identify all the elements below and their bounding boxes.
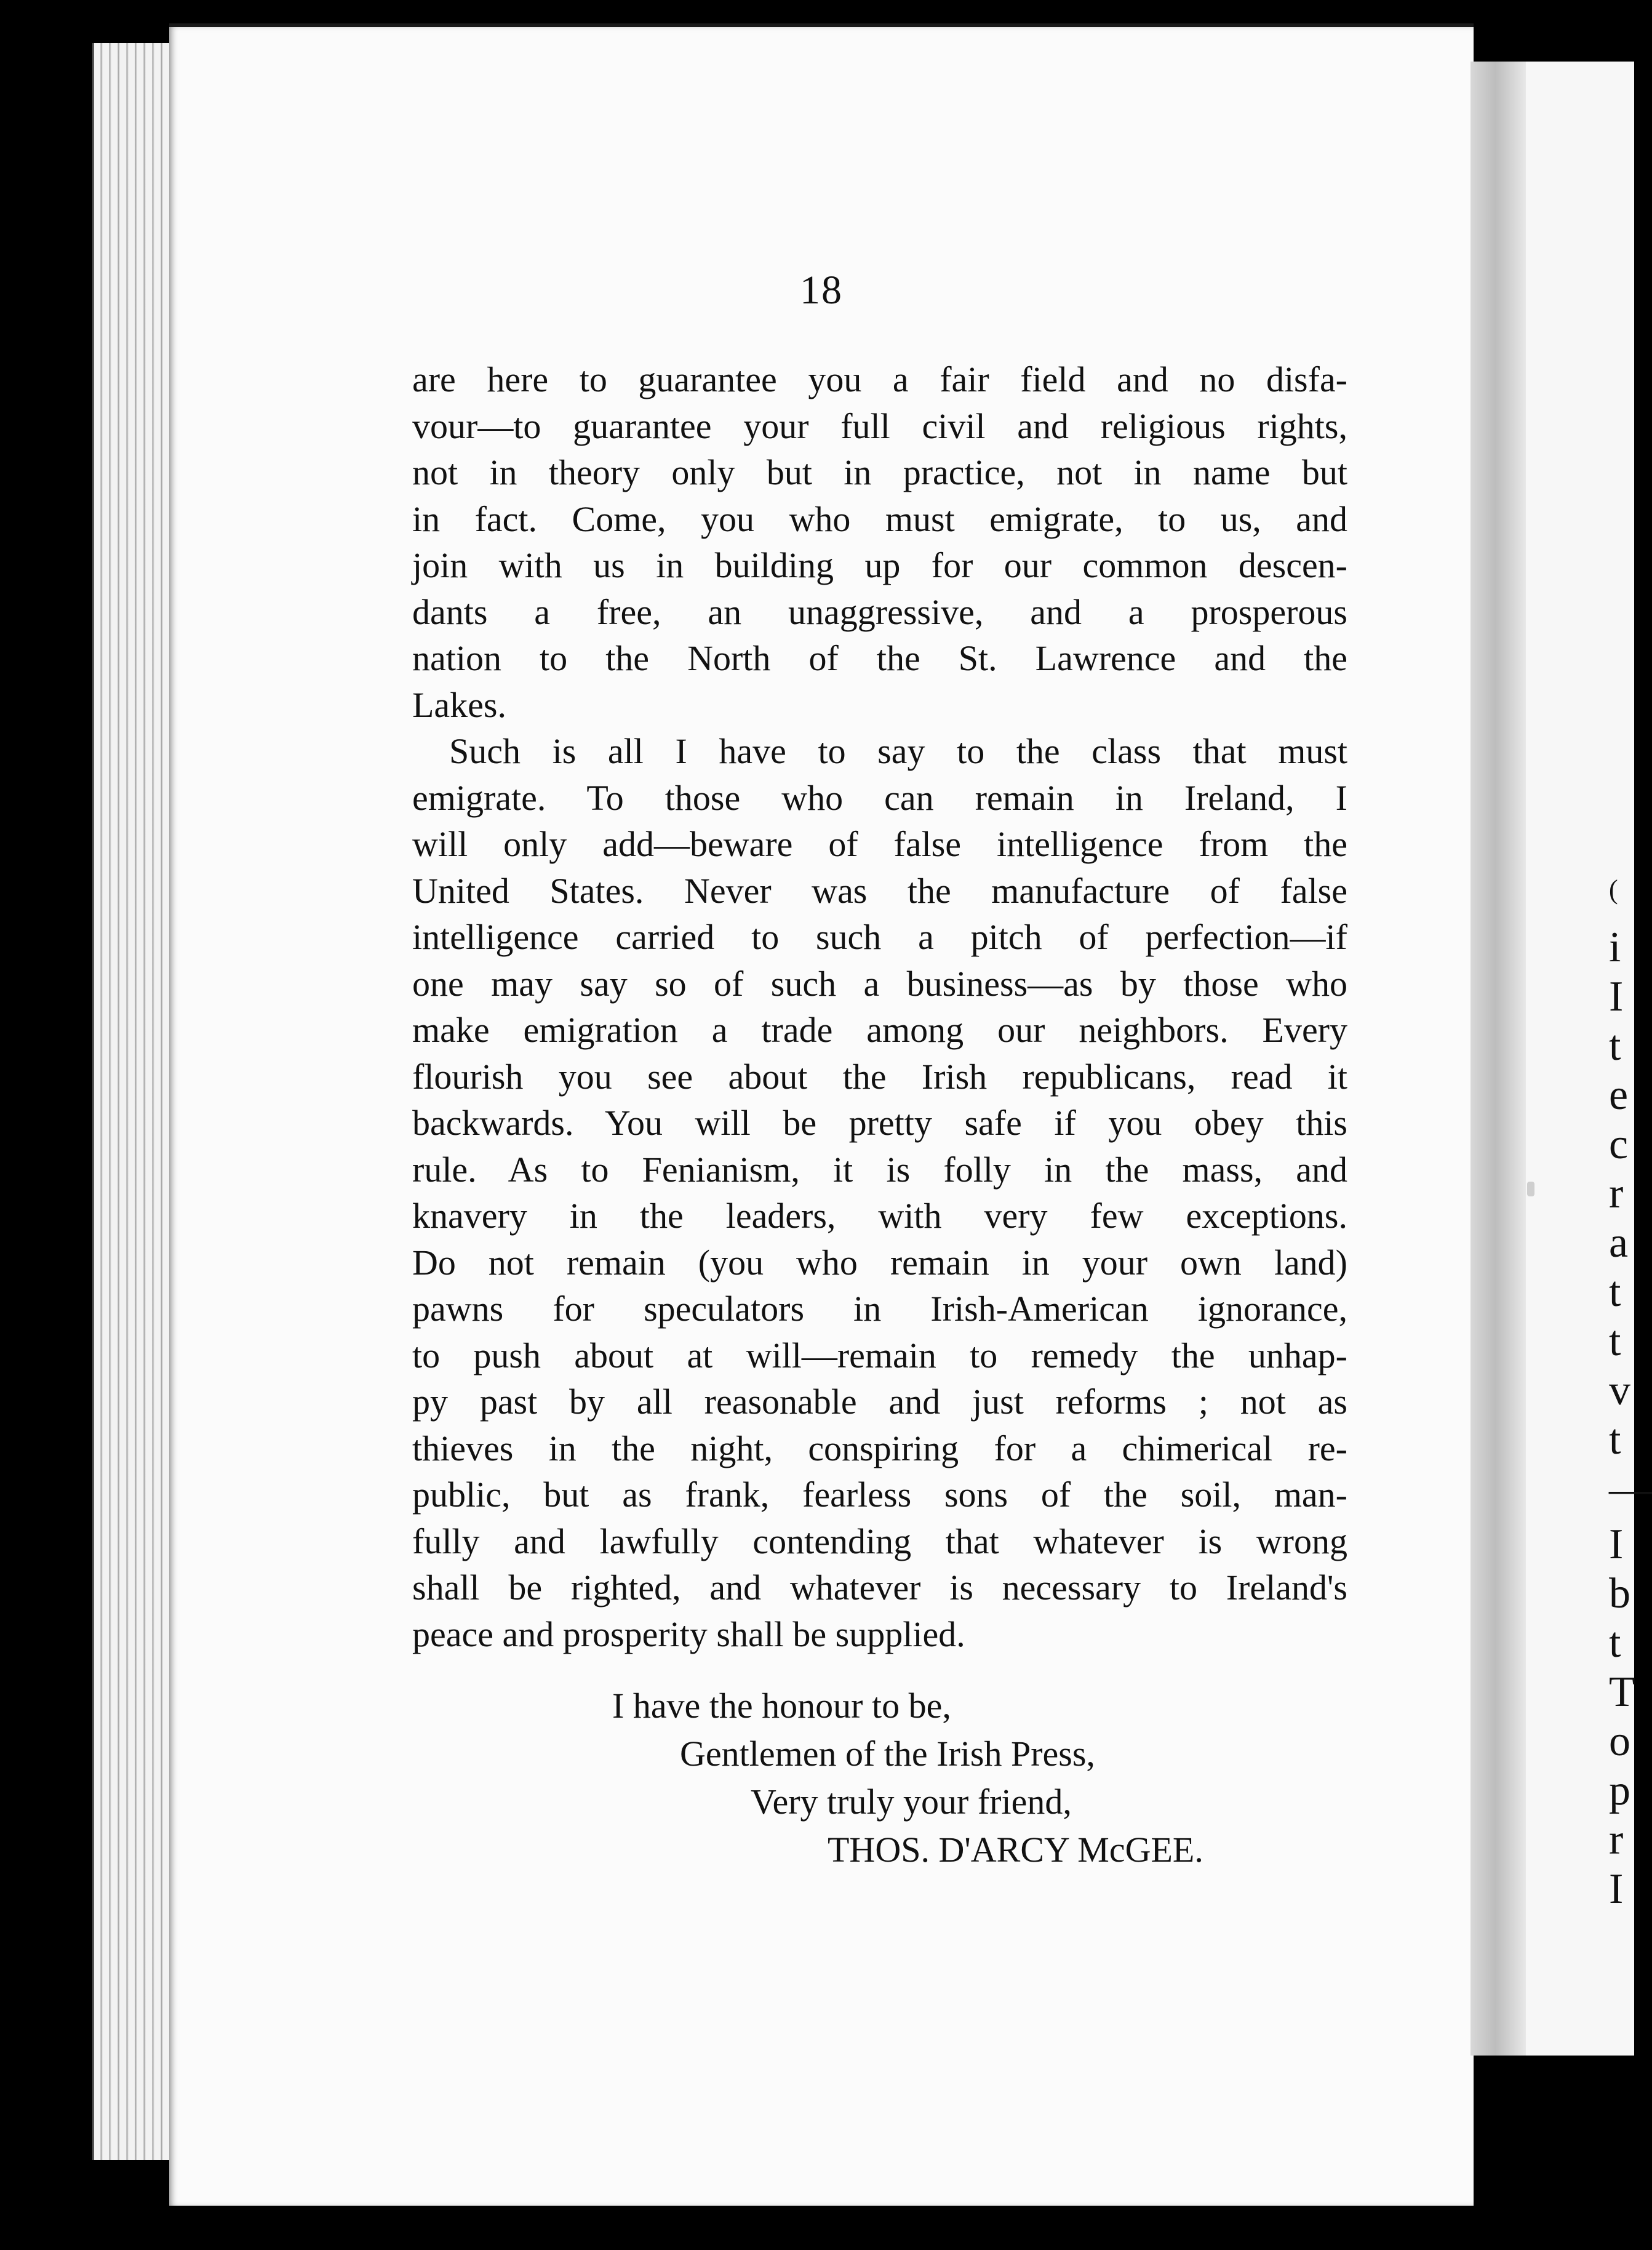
text-line: dants a free, an unaggressive, and a prosperous bbox=[412, 591, 1347, 632]
text-line: flourish you see about the Irish republicans, read it bbox=[412, 1056, 1347, 1097]
text-line: nation to the North of the St. Lawrence and the bbox=[412, 638, 1347, 678]
text-line: py past by all reasonable and just reforms ; not as bbox=[412, 1382, 1347, 1422]
adjacent-page-fragment bbox=[1526, 62, 1652, 2056]
fragment-char: t bbox=[1609, 1268, 1621, 1316]
text-line: emigrate. To those who can remain in Ireland, I bbox=[412, 777, 1347, 818]
text-line: intelligence carried to such a pitch of perfection—if bbox=[412, 917, 1347, 957]
fragment-char: I bbox=[1609, 1865, 1624, 1913]
fragment-char: t bbox=[1609, 1022, 1621, 1070]
fragment-char: b bbox=[1609, 1570, 1630, 1617]
text-line: peace and prosperity shall be supplied. bbox=[412, 1614, 965, 1654]
page-gutter bbox=[1470, 62, 1526, 2056]
fragment-char: t bbox=[1609, 1416, 1621, 1463]
text-line: thieves in the night, conspiring for a chimerical re- bbox=[412, 1428, 1347, 1468]
fragment-char: — bbox=[1609, 1465, 1652, 1513]
fragment-char: ( bbox=[1609, 875, 1618, 905]
fragment-char: c bbox=[1609, 1121, 1629, 1168]
signature: THOS. D'ARCY McGEE. bbox=[828, 1830, 1203, 1870]
fragment-char: r bbox=[1609, 1816, 1624, 1864]
text-line: backwards. You will be pretty safe if you obey this bbox=[412, 1103, 1347, 1143]
text-line: Do not remain (you who remain in your own land) bbox=[412, 1242, 1347, 1283]
text-line: one may say so of such a business—as by those who bbox=[412, 963, 1347, 1004]
text-line: vour—to guarantee your full civil and religious rights, bbox=[412, 406, 1347, 446]
fragment-char: v bbox=[1609, 1367, 1630, 1414]
page-number: 18 bbox=[800, 268, 843, 313]
text-line: shall be righted, and whatever is necessary to Ireland's bbox=[412, 1567, 1347, 1607]
fragment-char: t bbox=[1609, 1318, 1621, 1365]
book-page bbox=[169, 23, 1474, 2206]
closing-regards: Very truly your friend, bbox=[751, 1782, 1072, 1822]
fragment-char: I bbox=[1609, 973, 1624, 1020]
fragment-char: e bbox=[1609, 1071, 1629, 1119]
fragment-char: T bbox=[1609, 1668, 1635, 1716]
body-text bbox=[412, 356, 1347, 1657]
fragment-char: I bbox=[1609, 1521, 1624, 1568]
text-line: make emigration a trade among our neighbors. Every bbox=[412, 1010, 1347, 1050]
text-line: fully and lawfully contending that whatever is wrong bbox=[412, 1521, 1347, 1561]
text-line: Such is all I have to say to the class that must bbox=[449, 731, 1347, 771]
text-line: public, but as frank, fearless sons of the soil, man- bbox=[412, 1475, 1347, 1515]
text-line: to push about at will—remain to remedy the unhap- bbox=[412, 1335, 1347, 1375]
text-line: pawns for speculators in Irish-American ignorance, bbox=[412, 1289, 1347, 1329]
fragment-char: r bbox=[1609, 1170, 1624, 1217]
closing-address: Gentlemen of the Irish Press, bbox=[680, 1734, 1095, 1774]
text-line: will only add—beware of false intelligence from the bbox=[412, 824, 1347, 864]
closing-salutation: I have the honour to be, bbox=[612, 1686, 951, 1726]
fragment-char: i bbox=[1609, 924, 1621, 971]
text-line: Lakes. bbox=[412, 684, 506, 725]
scan-speck bbox=[1527, 1182, 1534, 1196]
text-line: not in theory only but in practice, not in name but bbox=[412, 452, 1347, 492]
fragment-char: o bbox=[1609, 1718, 1630, 1765]
text-line: are here to guarantee you a fair field and no disfa- bbox=[412, 359, 1347, 399]
text-line: rule. As to Fenianism, it is folly in the mass, and bbox=[412, 1149, 1347, 1190]
fragment-char: a bbox=[1609, 1219, 1629, 1267]
text-line: knavery in the leaders, with very few exceptions. bbox=[412, 1196, 1347, 1236]
text-line: in fact. Come, you who must emigrate, to us, and bbox=[412, 498, 1347, 539]
fragment-char: t bbox=[1609, 1619, 1621, 1667]
text-line: United States. Never was the manufacture of false bbox=[412, 870, 1347, 911]
text-line: join with us in building up for our common descen- bbox=[412, 545, 1347, 585]
fragment-char: p bbox=[1609, 1767, 1630, 1814]
